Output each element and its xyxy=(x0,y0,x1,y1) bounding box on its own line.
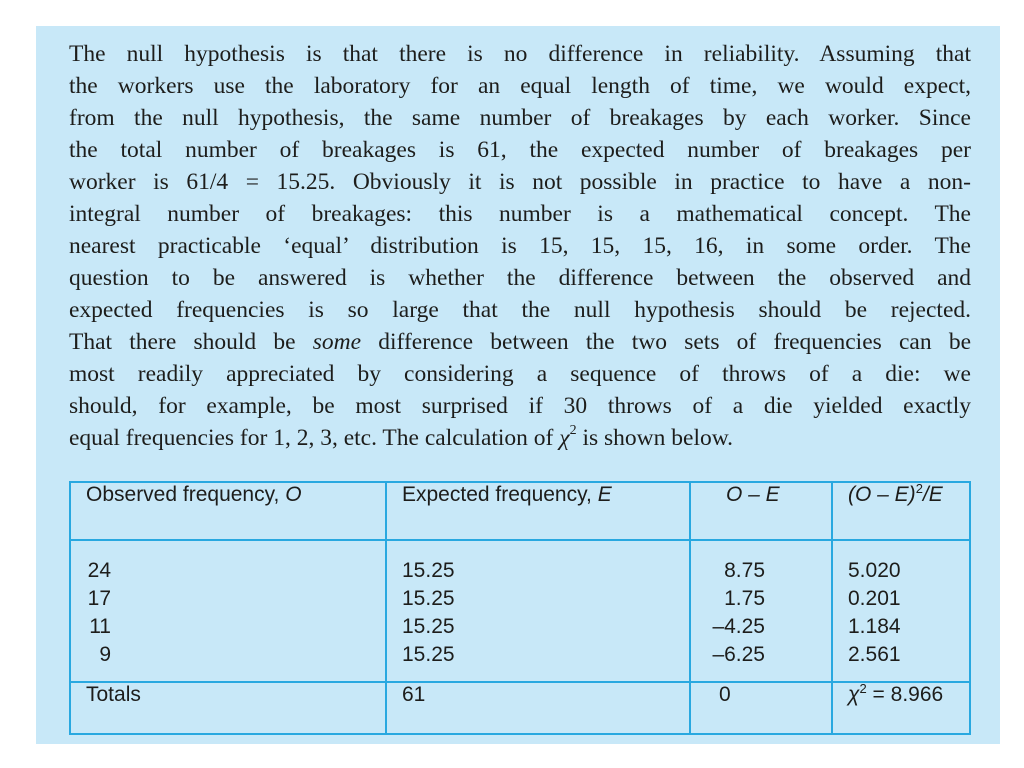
totals-difference: 0 xyxy=(690,682,832,734)
observed-column xyxy=(70,540,386,682)
chi-term-value: 0.201 xyxy=(848,587,901,610)
expected-value: 15.25 xyxy=(402,559,455,582)
paragraph-line: integral number of breakages: this number is a mathematical concept. The xyxy=(69,201,971,227)
totals-label: Totals xyxy=(70,682,386,734)
paragraph-line: worker is 61/4 = 15.25. Obviously it is not possible in practice to have a non- xyxy=(69,169,971,195)
paragraph-line: the workers use the laboratory for an equal length of time, we would expect, xyxy=(69,73,971,99)
chi-term-value: 5.020 xyxy=(848,559,901,582)
difference-value: 8.75 xyxy=(724,559,765,582)
paragraph-line: from the null hypothesis, the same number of breakages by each worker. Since xyxy=(69,105,971,131)
expected-value: 15.25 xyxy=(402,587,455,610)
chi-term-value: 2.561 xyxy=(848,643,901,666)
header-observed: Observed frequency, O xyxy=(70,482,386,540)
chi-square-table xyxy=(69,481,971,735)
paragraph-line: question to be answered is whether the difference between the observed and xyxy=(69,265,971,291)
difference-value: –6.25 xyxy=(712,643,765,666)
table-header-row xyxy=(70,482,970,540)
paragraph-line: the total number of breakages is 61, the expected number of breakages per xyxy=(69,137,971,163)
paragraph-line: The null hypothesis is that there is no difference in reliability. Assuming that xyxy=(69,41,971,67)
expected-value: 15.25 xyxy=(402,643,455,666)
paragraph-line: nearest practicable ‘equal’ distribution is 15, 15, 15, 16, in some order. The xyxy=(69,233,971,259)
paragraph-line: equal frequencies for 1, 2, 3, etc. The calculation of $\chi^2$ is shown below. xyxy=(69,423,734,451)
observed-value: 17 xyxy=(87,587,111,610)
header-chi-term: (O – E)$^2$/E xyxy=(832,482,970,540)
paragraph-line: expected frequencies is so large that the null hypothesis should be rejected. xyxy=(69,297,971,323)
body-paragraph xyxy=(69,38,971,454)
difference-value: 1.75 xyxy=(724,587,765,610)
header-difference: O – E xyxy=(690,482,832,540)
header-expected: Expected frequency, E xyxy=(386,482,690,540)
expected-value: 15.25 xyxy=(402,615,455,638)
difference-value: –4.25 xyxy=(712,615,765,638)
chi-term-column xyxy=(832,540,970,682)
emphasis-text: some xyxy=(312,329,362,355)
table-body-row xyxy=(70,540,970,682)
chi-term-value: 1.184 xyxy=(848,615,901,638)
expected-column xyxy=(386,540,690,682)
observed-value: 9 xyxy=(99,643,111,666)
paragraph-line: That there should be some difference between the two sets of frequencies can be xyxy=(69,329,971,355)
observed-value: 24 xyxy=(87,559,111,582)
totals-row xyxy=(70,682,970,734)
paragraph-line: most readily appreciated by considering a sequence of throws of a die: we xyxy=(69,361,971,387)
text-panel xyxy=(36,26,1000,744)
chi-symbol: χ xyxy=(559,425,570,451)
paragraph-line: should, for example, be most surprised if 30 throws of a die yielded exactly xyxy=(69,393,971,419)
totals-expected: 61 xyxy=(386,682,690,734)
observed-value: 11 xyxy=(89,615,111,638)
totals-chi-square: $\chi^2 = 8.966$ xyxy=(832,682,970,734)
difference-column xyxy=(690,540,832,682)
